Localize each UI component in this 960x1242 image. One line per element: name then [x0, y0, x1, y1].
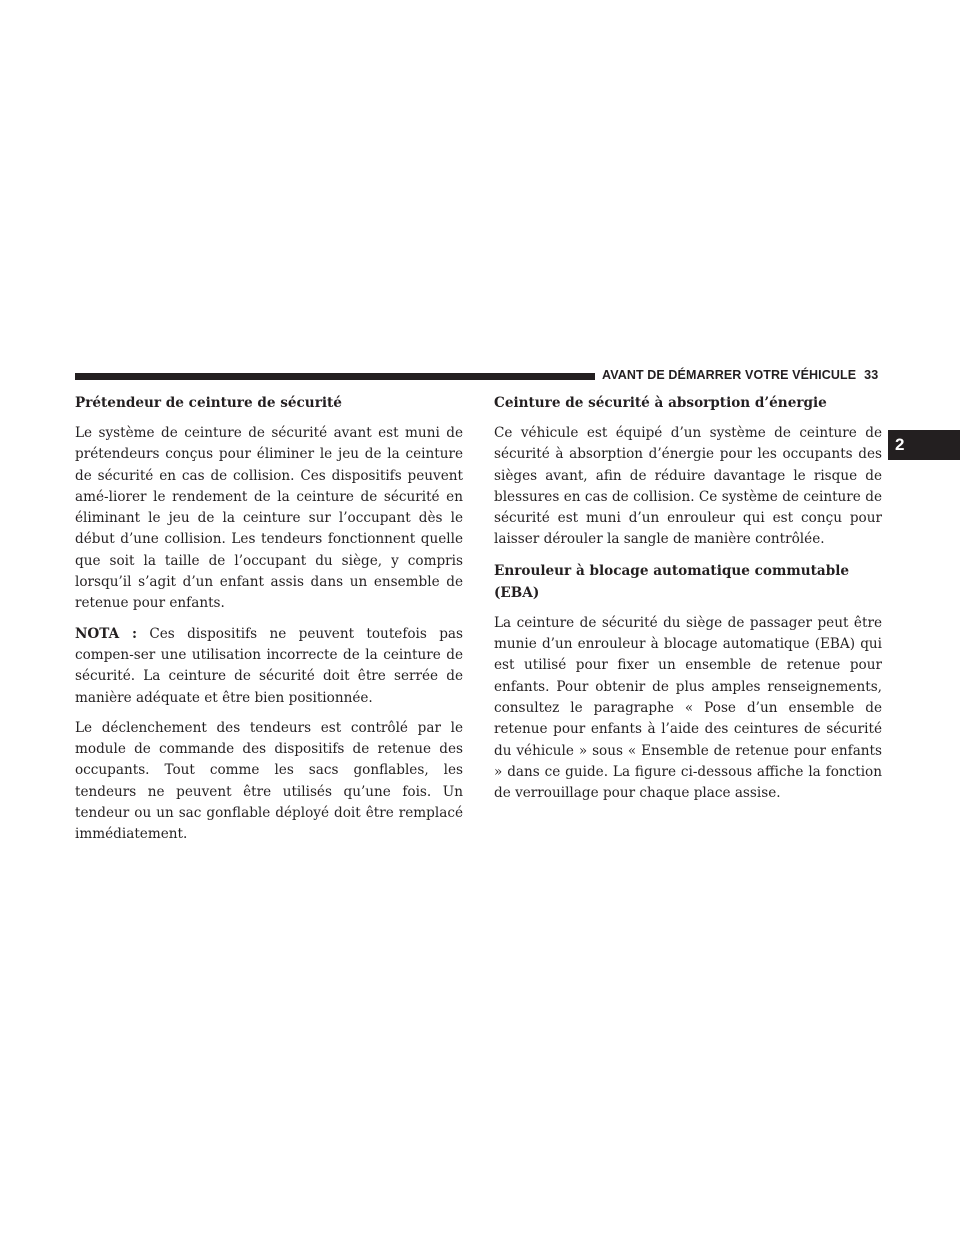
section-title: AVANT DE DÉMARRER VOTRE VÉHICULE	[602, 368, 857, 382]
running-header	[602, 368, 878, 382]
page-number: 33	[864, 368, 879, 382]
alr-paragraph: La ceinture de sécurité du siège de passager peut être munie d’un enrouleur à blocage automatique (EBA) qui est utilisé pour fixer un ensemble de retenue pour enfants. Pour obtenir de plus amples renseignements, consultez le paragraphe « Pose d’un ensemble de retenue pour enfants à l’aide des ceintures de sécurité du véhicule » sous « Ensemble de retenue pour enfants » dans ce guide. La figure ci-dessous affiche la fonction de verrouillage pour chaque place assise.	[494, 614, 882, 802]
chapter-tab: 2	[888, 430, 960, 460]
alr-heading: Enrouleur à blocage automatique commutable (EBA)	[494, 562, 850, 601]
note-label: NOTA :	[75, 625, 137, 642]
right-column	[494, 392, 882, 813]
pretensioner-heading: Prétendeur de ceinture de sécurité	[75, 395, 342, 411]
note-paragraph	[75, 624, 463, 709]
energy-absorbing-heading: Ceinture de sécurité à absorption d’énergie	[494, 395, 827, 411]
pretensioner-paragraph: Le système de ceinture de sécurité avant est muni de prétendeurs conçus pour éliminer le jeu de la ceinture de sécurité en cas de collision. Ces dispositifs peuvent amé-liorer le rendement de la ceinture de sécurité en éliminant le jeu de la ceinture sur l’occupant dès le début d’une collision. Les tendeurs fonctionnent quelle que soit la taille de l’occupant du siège, y compris lorsqu’il s’agit d’un enfant assis dans un ensemble de retenue pour enfants.	[75, 425, 463, 612]
deployment-paragraph: Le déclenchement des tendeurs est contrôlé par le module de commande des dispositifs de retenue des occupants. Tout comme les sacs gonflables, les tendeurs ne peuvent être utilisés qu’une fois. Un tendeur ou un sac gonflable déployé doit être remplacé immédiatement.	[75, 719, 463, 843]
note-text: Ces dispositifs ne peuvent toutefois pas compen-ser une utilisation incorrecte de la ceinture de sécurité. La ceinture de sécurité doit être serrée de manière adéquate et être bien positionnée.	[75, 625, 463, 706]
header-rule	[75, 373, 595, 380]
energy-absorbing-paragraph: Ce véhicule est équipé d’un système de ceinture de sécurité à absorption d’énergie pour les occupants des sièges avant, afin de réduire davantage le risque de blessures en cas de collision. Ce système de ceinture de sécurité est muni d’un enrouleur qui est conçu pour laisser dérouler la sangle de manière contrôlée.	[494, 425, 882, 548]
left-column	[75, 392, 463, 855]
